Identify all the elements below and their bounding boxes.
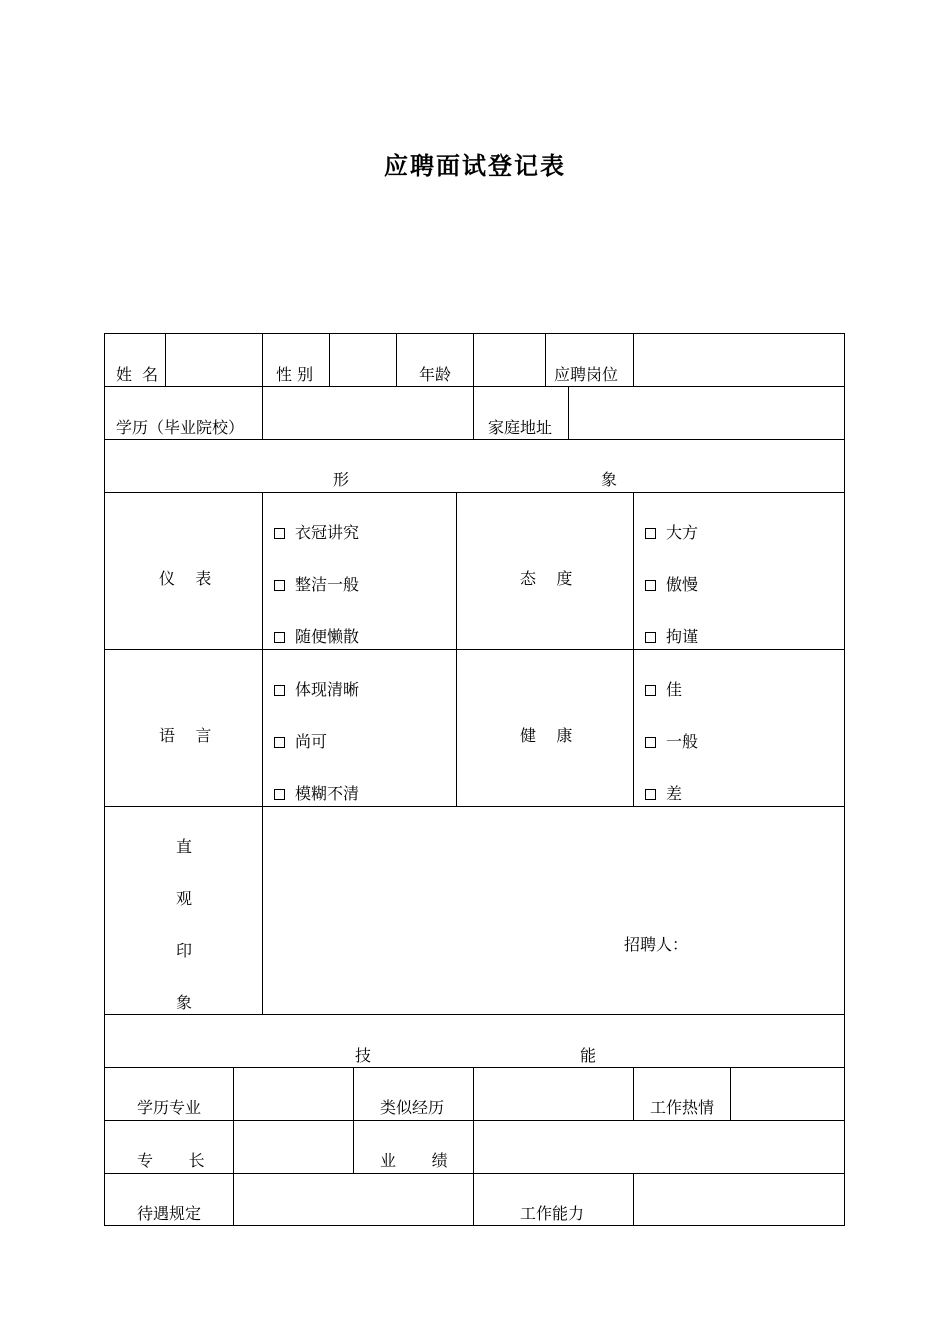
option-label: 拘谨 bbox=[666, 627, 699, 646]
checkbox-icon[interactable] bbox=[645, 632, 656, 643]
age-label: 年龄 bbox=[419, 365, 452, 384]
specialty-field[interactable] bbox=[233, 1120, 354, 1174]
option-label: 一般 bbox=[666, 732, 699, 751]
education-school-field[interactable] bbox=[262, 386, 474, 440]
attitude-options-cell bbox=[633, 492, 845, 650]
address-field[interactable] bbox=[568, 386, 845, 440]
option-label: 随便懒散 bbox=[295, 627, 360, 646]
option-label: 尚可 bbox=[295, 732, 328, 751]
checkbox-icon[interactable] bbox=[274, 580, 285, 591]
option-label: 体现清晰 bbox=[295, 680, 360, 699]
impression-field[interactable] bbox=[262, 806, 845, 1015]
appearance-label: 仪 表 bbox=[159, 569, 212, 588]
experience-label: 类似经历 bbox=[380, 1098, 445, 1117]
position-label: 应聘岗位 bbox=[554, 365, 619, 384]
performance-field[interactable] bbox=[473, 1120, 845, 1174]
attitude-option[interactable] bbox=[645, 524, 698, 542]
salary-label: 待遇规定 bbox=[137, 1204, 202, 1223]
appearance-option[interactable] bbox=[274, 524, 359, 542]
language-option[interactable] bbox=[274, 733, 327, 751]
option-label: 大方 bbox=[666, 523, 699, 542]
checkbox-icon[interactable] bbox=[274, 685, 285, 696]
name-field[interactable] bbox=[165, 333, 263, 387]
experience-field[interactable] bbox=[473, 1067, 634, 1121]
specialty-label: 专 长 bbox=[137, 1151, 205, 1170]
attitude-option[interactable] bbox=[645, 628, 698, 646]
checkbox-icon[interactable] bbox=[645, 685, 656, 696]
checkbox-icon[interactable] bbox=[645, 580, 656, 591]
health-option[interactable] bbox=[645, 733, 698, 751]
impression-label-1: 直 bbox=[176, 837, 193, 856]
option-label: 模糊不清 bbox=[295, 784, 360, 803]
impression-label-3: 印 bbox=[176, 941, 193, 960]
health-options-cell bbox=[633, 649, 845, 807]
checkbox-icon[interactable] bbox=[274, 737, 285, 748]
checkbox-icon[interactable] bbox=[645, 789, 656, 800]
gender-label: 性 别 bbox=[276, 365, 314, 384]
language-options-cell bbox=[262, 649, 457, 807]
checkbox-icon[interactable] bbox=[274, 528, 285, 539]
education-school-label: 学历（毕业院校） bbox=[116, 418, 245, 437]
impression-label-2: 观 bbox=[176, 889, 193, 908]
option-label: 整洁一般 bbox=[295, 575, 360, 594]
image-section-header bbox=[104, 439, 845, 493]
major-field[interactable] bbox=[233, 1067, 354, 1121]
attitude-label: 态 度 bbox=[520, 569, 573, 588]
option-label: 差 bbox=[666, 784, 683, 803]
checkbox-icon[interactable] bbox=[645, 528, 656, 539]
appearance-option[interactable] bbox=[274, 576, 359, 594]
language-option[interactable] bbox=[274, 785, 359, 803]
language-label: 语 言 bbox=[159, 726, 212, 745]
enthusiasm-field[interactable] bbox=[730, 1067, 845, 1121]
option-label: 衣冠讲究 bbox=[295, 523, 360, 542]
health-label: 健 康 bbox=[520, 726, 573, 745]
option-label: 傲慢 bbox=[666, 575, 699, 594]
skills-section-header bbox=[104, 1014, 845, 1068]
skills-header-left: 技 bbox=[355, 1046, 372, 1065]
checkbox-icon[interactable] bbox=[645, 737, 656, 748]
image-header-left: 形 bbox=[333, 470, 350, 489]
ability-field[interactable] bbox=[633, 1173, 845, 1226]
option-label: 佳 bbox=[666, 680, 683, 699]
name-label: 姓 名 bbox=[116, 365, 159, 384]
performance-label: 业 绩 bbox=[380, 1151, 448, 1170]
health-option[interactable] bbox=[645, 785, 682, 803]
ability-label: 工作能力 bbox=[520, 1204, 585, 1223]
enthusiasm-label: 工作热情 bbox=[650, 1098, 715, 1117]
form-title: 应聘面试登记表 bbox=[384, 152, 566, 180]
position-field[interactable] bbox=[633, 333, 845, 387]
skills-header-right: 能 bbox=[580, 1046, 597, 1065]
attitude-option[interactable] bbox=[645, 576, 698, 594]
age-field[interactable] bbox=[473, 333, 546, 387]
appearance-options-cell bbox=[262, 492, 457, 650]
appearance-option[interactable] bbox=[274, 628, 359, 646]
address-label: 家庭地址 bbox=[488, 418, 553, 437]
language-option[interactable] bbox=[274, 681, 359, 699]
major-label: 学历专业 bbox=[137, 1098, 202, 1117]
image-header-right: 象 bbox=[601, 470, 618, 489]
gender-field[interactable] bbox=[329, 333, 397, 387]
recruiter-label: 招聘人： bbox=[624, 935, 689, 954]
checkbox-icon[interactable] bbox=[274, 789, 285, 800]
health-option[interactable] bbox=[645, 681, 682, 699]
salary-field[interactable] bbox=[233, 1173, 474, 1226]
checkbox-icon[interactable] bbox=[274, 632, 285, 643]
impression-label-4: 象 bbox=[176, 993, 193, 1012]
